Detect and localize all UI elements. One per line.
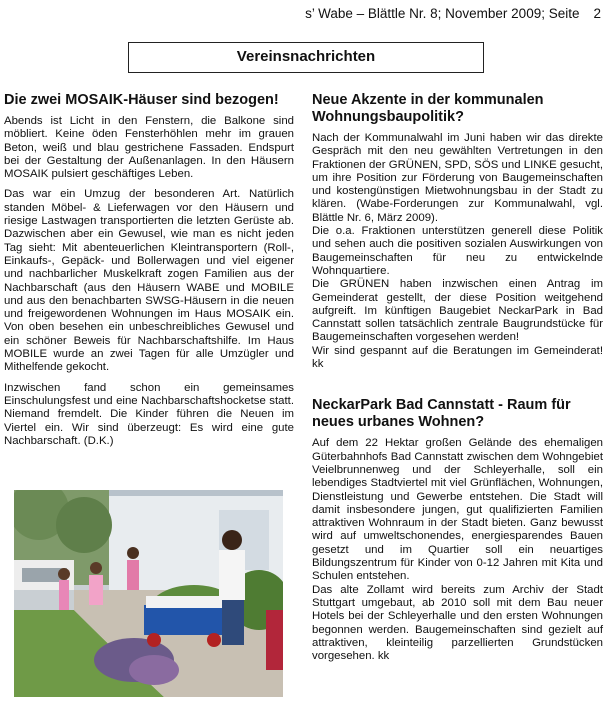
right-article-1-paragraph-2: Die o.a. Fraktionen unterstützen generell diese Politik und sehen auch die positiven sozialen Auswirkungen von Baugemeinschaften für neu zu entwickelnde Wohnquartiere.: [312, 225, 603, 277]
moving-day-photo: [14, 490, 283, 697]
right-article-1-paragraph-3: Die GRÜNEN haben inzwischen einen Antrag im Gemeinderat gestellt, der diese Position weitgehend aufgreift. Im künftigen Baugebiet NeckarPark in Bad Cannstatt sollen tatsächlich zentrale Baugrundstücke für Baugemeinschaften vorgesehen werden!: [312, 278, 603, 344]
left-article-paragraph-1: Abends ist Licht in den Fenstern, die Balkone sind möbliert. Keine öden Fensterhöhlen mehr im grauen Beton, weiß und blau gestrichene Fassaden. Endspurt bei der Gestaltung der Außenanlagen. In den Häusern MOSAIK pulsiert geschäftiges Leben.: [4, 115, 294, 181]
right-article-2-headline: NeckarPark Bad Cannstatt - Raum für neues urbanes Wohnen?: [312, 397, 571, 431]
right-article-1-paragraph-1: Nach der Kommunalwahl im Juni haben wir das direkte Gespräch mit den neu gewählten Vertretungen in den Fraktionen der GRÜNEN, SPD, SÖS und LINKE gesucht, um ihre Position zur Förderung von Baugemeinschaften und kostengünstigen Mietwohnungsbau in der Stadt zu klären. (Wabe-Forderungen zur Kommunalwahl, vgl. Blättle Nr. 6, März 2009).: [312, 132, 603, 224]
right-article-1-paragraph-4: Wir sind gespannt auf die Beratungen im Gemeinderat! kk: [312, 344, 603, 371]
page-header: [280, 6, 601, 21]
header-title: s’ Wabe – Blättle Nr. 8; November 2009; Seite: [305, 6, 580, 21]
right-article-2-paragraph-1: Auf dem 22 Hektar großen Gelände des ehemaligen Güterbahnhofs Bad Cannstatt zwischen dem Wohngebiet Veielbrunnenweg und der Schleyerhalle, soll ein lebendiges Stadtviertel mit viel Grünflächen, Wohnungen, Dienstleistung und Gewerbe entstehen. Die Stadt will damit insbesondere jungen, gut qualifizierten Familien attraktiven Wohnraum in der Stadt bieten. Ganz bewusst wird auf umweltschonendes, energiesparendes Bauen gesetzt und im Quartier soll ein neuartiges Bildungszentrum für Kinder von 0-12 Jahren mit Kita und Schulen entstehen.: [312, 437, 603, 583]
left-article-paragraph-3: Inzwischen fand schon ein gemeinsames Einschulungsfest und eine Nachbarschaftshocketse statt. Niemand fremdelt. Die Kinder führen die Neuen im Viertel ein. Wir sind überzeugt: Es wird eine gute Nachbarschaft. (D.K.): [4, 381, 294, 447]
section-title: Vereinsnachrichten: [236, 48, 376, 65]
right-article-2-paragraph-2: Das alte Zollamt wird bereits zum Archiv der Stadt Stuttgart umgebaut, ab 2010 soll mit dem Bau neuer Hotels bei der Schleyerhalle und den ersten Wohnungen begonnen werden. Baugemeinschaften sind gezielt auf attraktiven, kleinteilig parzellierten Grundstücken vorgesehen. kk: [312, 583, 603, 663]
right-column: [312, 92, 603, 663]
left-article-paragraph-2: Das war ein Umzug der besonderen Art. Natürlich standen Möbel- & Lieferwagen vor den Häusern und riesige Lastwagen transportierten die letzten Gerüste ab. Dazwischen aber ein Gewusel, wie man es nicht jeden Tag sieht: Mit abenteuerlichen Kleintransportern (Roll-, Einkaufs-, Gepäck- und Bollerwagen und viel eigener und nachbarlicher Muskelkraft zogen Familien aus der Nachbarschaft (aus den Häusern WABE und MOBILE und aus den benachbarten SWSG-Häusern in die neuen und freigewordenen Wohnungen im Haus MOSAIK ein. Von oben besehen ein unbeschreibliches Gewusel und ein schöner Beweis für Nachbarschaftshilfe. Im Haus MOBILE wurde an zwei Tagen für alle Umzügler und Mithelfende gekocht.: [4, 188, 294, 374]
left-article-headline: Die zwei MOSAIK-Häuser sind bezogen!: [4, 92, 279, 108]
right-article-1-headline: Neue Akzente in der kommunalen Wohnungsbaupolitik?: [312, 92, 544, 125]
page-number: 2: [593, 6, 601, 21]
section-title-box: [128, 42, 484, 73]
left-column: [4, 92, 294, 455]
